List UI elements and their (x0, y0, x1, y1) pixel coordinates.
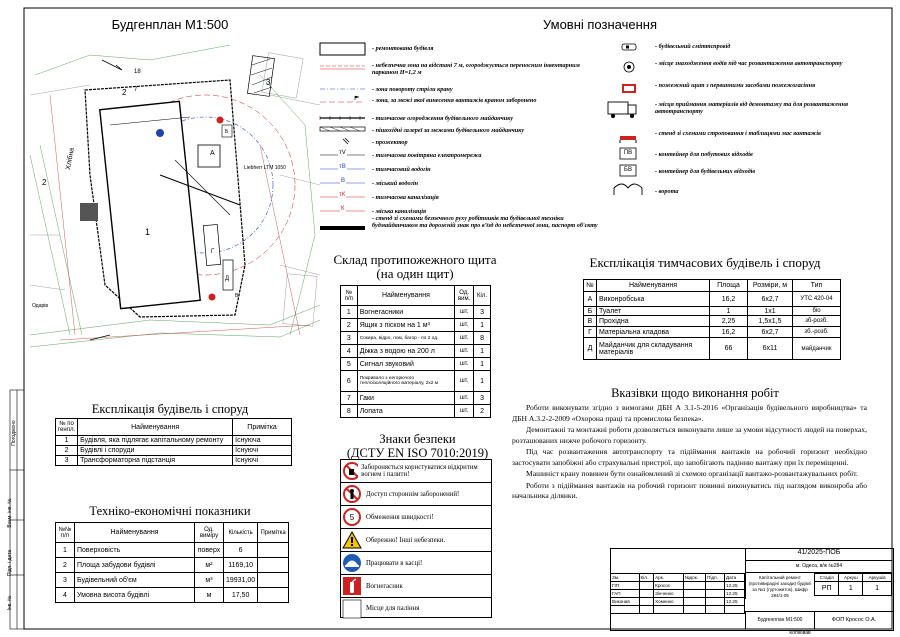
date: 12.25 (725, 590, 745, 598)
plan-label-V: В (235, 293, 239, 299)
cell: шт. (455, 392, 474, 405)
cell: 6х11 (748, 338, 793, 360)
legend-right-4: - стенд зі схемами строповання і таблицями мас вантажів (655, 130, 821, 137)
sign-label: Обмеження швидкості! (366, 513, 434, 521)
cell: Сокира, відро, лом, багор - по 2 од. (357, 332, 454, 345)
table-row (56, 543, 289, 558)
stamp-sign-table (610, 573, 745, 614)
temp-head-area: Площа (710, 280, 748, 292)
fire-shield-icon (622, 84, 636, 93)
cell: Г (584, 327, 597, 338)
legend-right-0: - будівельний сміттєпровід (655, 43, 731, 50)
buildings-table (55, 418, 292, 466)
role: ГАП (611, 590, 640, 598)
notes-title: Вказівки щодо виконання робіт (611, 386, 779, 400)
fire-head-num: № п/п (341, 286, 358, 306)
sling-stand-icon (620, 136, 636, 143)
table-row (341, 392, 491, 405)
cell: 19931,00 (224, 573, 258, 588)
name: Зінченко (654, 590, 683, 598)
cell: Туалет (597, 307, 710, 316)
legend-item-4: - тимчасове огородження будівельного майданчику (372, 115, 514, 122)
plan-label-A: А (210, 150, 215, 157)
plan-label-3: 3 (266, 78, 271, 87)
cell: 1169,10 (224, 558, 258, 573)
stage-head: Аркушів (863, 574, 892, 582)
cell: Покривало з негорючого теплоізоляційного матеріалу, 2х2 м (357, 371, 454, 392)
helmet-icon (341, 553, 363, 573)
plan-title: Будгенплан М1:500 (111, 17, 229, 32)
legend-right-7: - ворота (655, 188, 679, 195)
date: 12.25 (725, 582, 745, 590)
fire-head-name: Найменування (357, 286, 454, 306)
cell: м (195, 588, 224, 603)
cell: Майданчик для складування матеріалів (597, 338, 710, 360)
temp-buildings-table (583, 279, 841, 360)
fire-stand-title-2: (на один щит) (376, 266, 454, 281)
cell: шт. (455, 332, 474, 345)
cell: Матеріальна кладова (597, 327, 710, 338)
table-row (56, 436, 292, 446)
cell: 6х2,7 (748, 327, 793, 338)
cell: 1 (474, 345, 491, 358)
smoking-area-icon (341, 599, 363, 619)
extinguisher-icon (341, 576, 363, 596)
speed-limit-icon (341, 507, 363, 527)
cell: 3 (474, 306, 491, 319)
cell: Існуючі (233, 456, 292, 466)
cell: 7 (341, 392, 358, 405)
safety-title (325, 432, 510, 460)
safety-signs-box (340, 459, 492, 618)
cell: УТС 420-04 (793, 292, 841, 307)
table-row (341, 358, 491, 371)
legend-right-3: - місця приймання матеріалів від демонтажу та для розвантаження автотранспорту (655, 101, 849, 115)
name: Кросос (654, 582, 683, 590)
plan-label-18: 18 (134, 69, 141, 75)
legend-item-7: - тимчасова повітряна електромережа (372, 152, 482, 159)
cell: Існуючі (233, 446, 292, 456)
cell: 3 (474, 392, 491, 405)
cell (258, 573, 289, 588)
date: 12.25 (725, 598, 745, 606)
note-paragraph: Роботи виконувати згідно з вимогами ДБН А 3.1-5-2016 «Організація будівельного виробництва» та ДБН А.3.2-2-2009 «Охорона праці та промислова безпека». (512, 403, 867, 423)
plan-label-2b: 2 (42, 178, 47, 187)
legend-item-0: - ремонтована будівля (372, 45, 434, 52)
cell (258, 588, 289, 603)
speed-value: 5 (349, 513, 355, 522)
col-head: Кіл. (639, 574, 654, 582)
cell: Площа забудови будівлі (75, 558, 195, 573)
cell: 16,2 (710, 292, 748, 307)
temp-head-num: № (584, 280, 597, 292)
cell: 6 (341, 371, 358, 392)
cell: м³ (195, 573, 224, 588)
cell: зб-розб. (793, 316, 841, 327)
cell: шт. (455, 345, 474, 358)
cell: 2 (341, 319, 358, 332)
table-row (341, 345, 491, 358)
cell: Поверховість (75, 543, 195, 558)
stage-val: 1 (839, 582, 863, 596)
tech-head-unit: Од. виміру (195, 523, 224, 543)
stage-head: Аркуш (839, 574, 863, 582)
table-row (56, 573, 289, 588)
fire-stand-table (340, 285, 491, 418)
cell: біо (793, 307, 841, 316)
gate-icon (614, 184, 642, 195)
cell: 1 (474, 319, 491, 332)
sign-label: Забороняється користуватися відкритим вогнем і палити! (361, 464, 478, 478)
role: ГІП (611, 582, 640, 590)
sign-label: Працювати в касці! (366, 559, 423, 567)
sign-label: Вогнегасник (366, 582, 403, 590)
table-row (341, 319, 491, 332)
cell: шт. (455, 358, 474, 371)
stamp-code: 41/2025-ПОБ (745, 549, 892, 561)
legend-item-12: - стенд зі схемами безпечного руху робітників та будівельної техніки будмайданчиком та дорожній знак про в'їзд до небезпечної зони, паспорт об'єкту (372, 215, 598, 229)
cell: шт. (455, 371, 474, 392)
note-paragraph: Під час розвантаження автотранспорту та підіймання вантажів на робочий горизонт необхідно застосувати запобіжні або страхувальні пристрої, що запобігають падінню вантажу при їх переміщенні. (512, 447, 867, 467)
tech-head-note: Примітка (258, 523, 289, 543)
table-row (584, 316, 841, 327)
table-row (341, 371, 491, 392)
no-fire-icon (341, 461, 358, 481)
tech-head-num: №№ п/п (56, 523, 75, 543)
tech-title: Техніко-економічні показники (89, 504, 251, 518)
col-head: Зм. (611, 574, 640, 582)
legend-code-tvod: тВ (339, 164, 346, 170)
note-paragraph: Роботи з підіймання вантажів на робочий горизонт повинні виконуватись під наглядом виконроба або начальника ділянки. (512, 480, 867, 500)
plan-street-left: Хлібна (65, 147, 76, 171)
container-code-bv: БВ (624, 167, 632, 173)
plan-crane-label: Liebherr LTM 1050 (244, 165, 286, 171)
site-plan (30, 35, 320, 390)
cell: 6х2,7 (748, 292, 793, 307)
cell: Діжка з водою на 200 л (357, 345, 454, 358)
sign-label: Обережно! Інші небезпеки. (366, 536, 446, 544)
cell: Будівлі і споруди (78, 446, 233, 456)
stage-val: РП (815, 582, 839, 596)
cell: А (584, 292, 597, 307)
table-row (56, 446, 292, 456)
legend-code-tv: тV (339, 150, 346, 156)
sign-row (341, 529, 491, 552)
cell: Ящик з піском на 1 м³ (357, 319, 454, 332)
cell: шт. (455, 405, 474, 418)
plan-label-7: 7 (134, 87, 138, 93)
cell: Виконробська (597, 292, 710, 307)
role: Виконав (611, 598, 640, 606)
tech-table (55, 522, 289, 603)
side-label-inv-number: Інв. № (7, 595, 13, 611)
cell (258, 558, 289, 573)
plan-label-G: Г (211, 249, 215, 255)
bld-head-name: Найменування (78, 419, 233, 436)
table-row (584, 327, 841, 338)
note-paragraph: Машиніст крану повинен бути ознайомлений зі схемою організації вантажо-розвантажувальних робіт. (526, 469, 858, 478)
legend-right-6: - контейнер для будівельних відходів (655, 168, 756, 175)
cell: 2 (56, 446, 78, 456)
stage-val: 1 (863, 582, 892, 596)
cell: 1 (474, 358, 491, 371)
col-head: Дата (725, 574, 745, 582)
legend-right-2: - пожежний щит з первинними засобами пожежогасіння (655, 82, 816, 89)
legend-right-5: - контейнер для побутових відходів (655, 151, 753, 158)
cell: зб.-розб. (793, 327, 841, 338)
cell: 16,2 (710, 327, 748, 338)
cell: 3 (341, 332, 358, 345)
cell: Д (584, 338, 597, 360)
cell: 6 (224, 543, 258, 558)
cell: 3 (56, 573, 75, 588)
building-1 (100, 101, 200, 308)
cell: 1 (56, 543, 75, 558)
cell (258, 543, 289, 558)
cell: 1 (341, 306, 358, 319)
cell: Умовна висота будівлі (75, 588, 195, 603)
tech-head-name: Найменування (75, 523, 195, 543)
cell: 3 (56, 456, 78, 466)
stamp-address: м. Одеса, в/ж №284 (745, 561, 892, 573)
stamp-copied: Копіював (789, 630, 811, 636)
notes-body (512, 403, 867, 503)
container-code-pv: ПВ (623, 150, 633, 156)
cell: 4 (341, 345, 358, 358)
table-row (341, 332, 491, 345)
no-entry-icon (341, 484, 363, 504)
material-area-icon (608, 102, 636, 118)
table-row (584, 338, 841, 360)
trash-chute-icon (622, 44, 636, 50)
name: Хоменко (654, 598, 683, 606)
safety-title-1: Знаки безпеки (379, 432, 456, 446)
tech-head-qty: Кількість (224, 523, 258, 543)
temp-head-size: Розміри, м (748, 280, 793, 292)
sign-label: Доступ стороннім заборонений! (366, 490, 460, 498)
legend-code-k: К (341, 206, 345, 212)
cell: 1 (710, 307, 748, 316)
temp-buildings-title: Експлікація тимчасових будівель і споруд (589, 255, 821, 270)
legend-symbols-right (600, 40, 655, 210)
bld-head-num: № по генпл. (56, 419, 78, 436)
side-label-date: Підп. і дата (7, 549, 13, 577)
cell: Будівля, яка підлягає капітальному ремонту (78, 436, 233, 446)
table-row (611, 598, 745, 606)
legend-item-10: - тимчасова каналізація (372, 194, 439, 201)
table-row (584, 292, 841, 307)
plan-street-bottom: Одарів (32, 303, 49, 309)
legend-item-2: - зона повороту стріли крану (372, 86, 453, 93)
cell: шт. (455, 306, 474, 319)
sign-row (341, 575, 491, 598)
side-label-pogodzheno: Погоджено (11, 420, 17, 446)
cell: Вогнегасники (357, 306, 454, 319)
cell: шт. (455, 319, 474, 332)
legend-item-3: - зона, за межі якої винесення вантажів краном заборонено (372, 97, 537, 104)
cell: 1,5х1,5 (748, 316, 793, 327)
cell: Будівельний об'єм (75, 573, 195, 588)
cell: 1х1 (748, 307, 793, 316)
driver-spot-icon (624, 62, 634, 72)
table-row (611, 582, 745, 590)
buildings-title: Експлікація будівель і споруд (91, 402, 249, 416)
table-row (56, 456, 292, 466)
table-row (341, 306, 491, 319)
fire-stand-title-1: Склад протипожежного щита (333, 252, 497, 267)
sign-row (341, 460, 491, 483)
stamp-firm: ФОП Кросос О.А. (814, 611, 893, 629)
cell: Гаки (357, 392, 454, 405)
plan-label-D: Д (225, 276, 230, 282)
cell: Б (584, 307, 597, 316)
cell: 17,50 (224, 588, 258, 603)
legend-code-tk: тК (339, 192, 346, 198)
legend-right-1: - місце знаходження водія під час розвантаження автотранспорту (655, 60, 843, 67)
cell: м² (195, 558, 224, 573)
sign-row (341, 506, 491, 529)
cell: 2 (56, 558, 75, 573)
legend-item-9: - міський водогін (372, 180, 419, 187)
cell: 66 (710, 338, 748, 360)
temp-head-type: Тип (793, 280, 841, 292)
legend-title: Умовні позначення (542, 17, 658, 32)
cell: Існуюча (233, 436, 292, 446)
plan-label-B: Б (225, 129, 229, 135)
bld-head-note: Примітка (233, 419, 292, 436)
table-row (611, 590, 745, 598)
cell: поверх (195, 543, 224, 558)
cell: В (584, 316, 597, 327)
stamp-stage-table (814, 573, 892, 596)
legend-item-8: - тимчасовий водогін (372, 166, 431, 173)
table-row (56, 588, 289, 603)
plan-label-2a: 2 (122, 88, 127, 97)
temp-head-name: Найменування (597, 280, 710, 292)
cell: 2 (474, 405, 491, 418)
safety-title-2: (ДСТУ EN ISO 7010:2019) (346, 446, 489, 460)
stage-head: Стадія (815, 574, 839, 582)
col-head: Підп. (706, 574, 725, 582)
cell: 2,25 (710, 316, 748, 327)
cell: майданчик (793, 338, 841, 360)
cell: 1 (56, 436, 78, 446)
cell: Лопата (357, 405, 454, 418)
col-head: №док. (683, 574, 706, 582)
stamp-project: Капітальний ремонт (противирадіні заходи) будівлі за №1 (гуртожиток), Шифр 284/1-05 (745, 573, 814, 599)
note-paragraph: Демонтажні та монтажні роботи дозволяється виконувати лише за умови відсутності людей на поверхах, розташованих нижче робочого горизонту. (512, 425, 867, 445)
table-row (584, 307, 841, 316)
plan-label-1: 1 (145, 227, 151, 237)
stamp-sheet-title: Будгенплан М1:500 (745, 611, 814, 629)
cell: Сигнал звуковий (357, 358, 454, 371)
col-head: Арк. (654, 574, 683, 582)
fire-head-unit: Од. вим. (455, 286, 474, 306)
legend-item-11: - міська каналізація (372, 208, 427, 215)
sign-row (341, 598, 491, 619)
cell: Трансформаторна підстанція (78, 456, 233, 466)
table-row (341, 405, 491, 418)
sign-label: Місце для паління (366, 605, 420, 612)
cell: 4 (56, 588, 75, 603)
cell: 8 (341, 405, 358, 418)
cell: 5 (341, 358, 358, 371)
side-label-inv: Взам. інв. № (7, 498, 13, 528)
cell: 8 (474, 332, 491, 345)
sign-row (341, 483, 491, 506)
legend-item-5: - пішохідні галереї за межами будівельного майданчику (372, 127, 525, 134)
legend-item-6: - прожектор (372, 139, 408, 146)
fire-stand-title (330, 253, 500, 281)
table-row (56, 558, 289, 573)
sign-row (341, 552, 491, 575)
cell: Прохідна (597, 316, 710, 327)
fire-head-qty: Кіл. (474, 286, 491, 306)
cell: 1 (474, 371, 491, 392)
warning-icon (341, 530, 363, 550)
legend-item-1: - небезпечна зона на відстані 7 м, огороджується переносним інвентарним парканом Н=1,2 м (372, 62, 580, 76)
legend-code-v: В (341, 178, 346, 184)
